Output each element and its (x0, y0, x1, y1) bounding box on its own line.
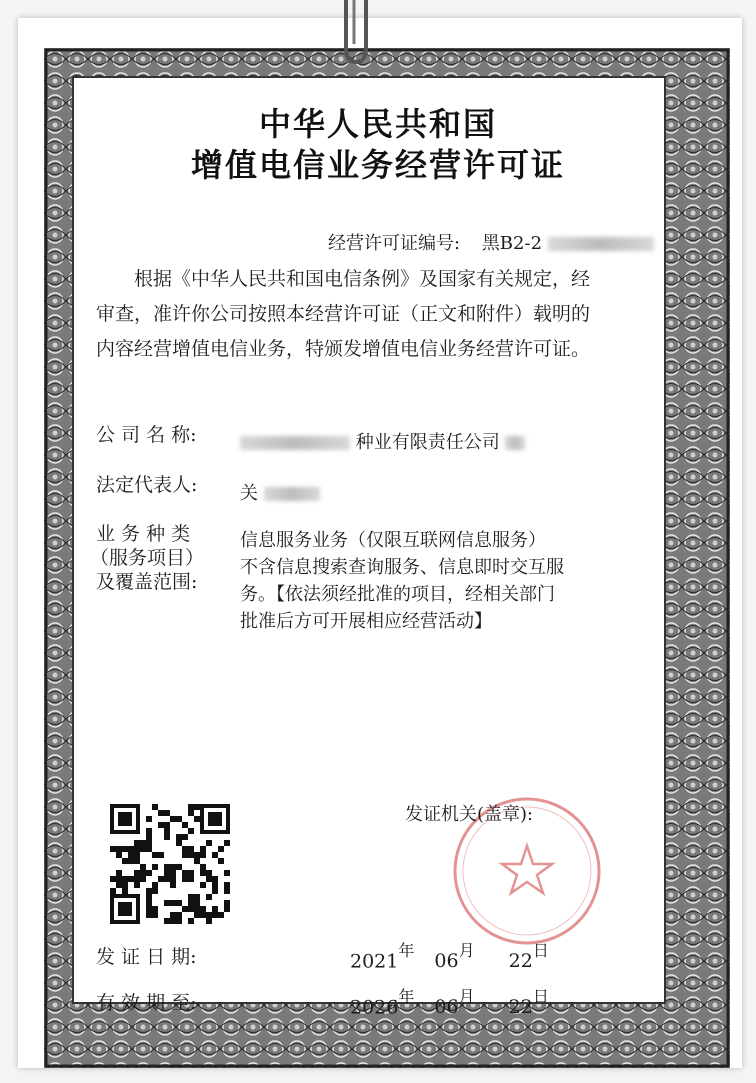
redaction-blur (548, 237, 654, 251)
redaction-blur (240, 436, 350, 450)
expiry-day-unit: 日 (532, 987, 549, 1006)
company-name (240, 428, 525, 454)
issue-date-label: 发 证 日 期: (96, 946, 197, 968)
expiry-month-unit: 月 (458, 987, 475, 1006)
expiry-year-unit: 年 (398, 987, 415, 1006)
scope-label-1: 业 务 种 类 (96, 523, 191, 545)
redaction-blur (505, 436, 525, 450)
issue-day-unit: 日 (532, 941, 549, 960)
qr-code (108, 802, 232, 926)
scope-line-1: 信息服务业务（仅限互联网信息服务） (240, 530, 546, 551)
expiry-year: 2026 (350, 996, 399, 1019)
expiry-date-value (350, 988, 549, 1018)
license-number-label: 经营许可证编号: (328, 233, 461, 254)
expiry-month: 06 (434, 996, 459, 1019)
representative-name (240, 479, 320, 505)
scope-text (240, 527, 660, 635)
issue-year: 2021 (350, 950, 399, 973)
issuer-label: 发证机关(盖章): (405, 804, 534, 825)
license-number-value: 黑B2-2 (481, 233, 543, 254)
paper-clip-icon (332, 0, 378, 70)
issue-month-unit: 月 (458, 941, 475, 960)
scope-line-3: 务。【依法须经批准的项目，经相关部门 (240, 584, 555, 605)
scope-line-4: 批准后方可开展相应经营活动】 (240, 611, 492, 632)
intro-paragraph (96, 262, 656, 367)
representative-label: 法定代表人: (96, 474, 198, 496)
scope-label-3: 及覆盖范围: (96, 571, 198, 593)
issue-month: 06 (434, 950, 459, 973)
expiry-day: 22 (508, 996, 533, 1019)
title-line-2: 增值电信业务经营许可证 (190, 146, 565, 184)
representative-name-visible: 关 (240, 483, 258, 504)
expiry-date-label: 有 效 期 至: (96, 992, 197, 1014)
issue-date-value (350, 942, 549, 972)
scope-line-2: 不含信息搜索查询服务、信息即时交互服 (240, 557, 564, 578)
redaction-blur (264, 487, 320, 501)
title-line-1: 中华人民共和国 (258, 105, 497, 143)
intro-line-3: 内容经营增值电信业务，特颁发增值电信业务经营许可证。 (96, 338, 591, 360)
company-name-visible: 种业有限责任公司 (355, 432, 500, 453)
license-number (328, 229, 654, 255)
scope-label-2: （服务项目） (90, 547, 205, 569)
company-label: 公 司 名 称: (96, 424, 197, 446)
intro-line-1: 根据《中华人民共和国电信条例》及国家有关规定，经 (134, 268, 591, 290)
issue-day: 22 (508, 950, 533, 973)
issue-year-unit: 年 (398, 941, 415, 960)
intro-line-2: 审查，准许你公司按照本经营许可证（正文和附件）载明的 (96, 303, 591, 325)
